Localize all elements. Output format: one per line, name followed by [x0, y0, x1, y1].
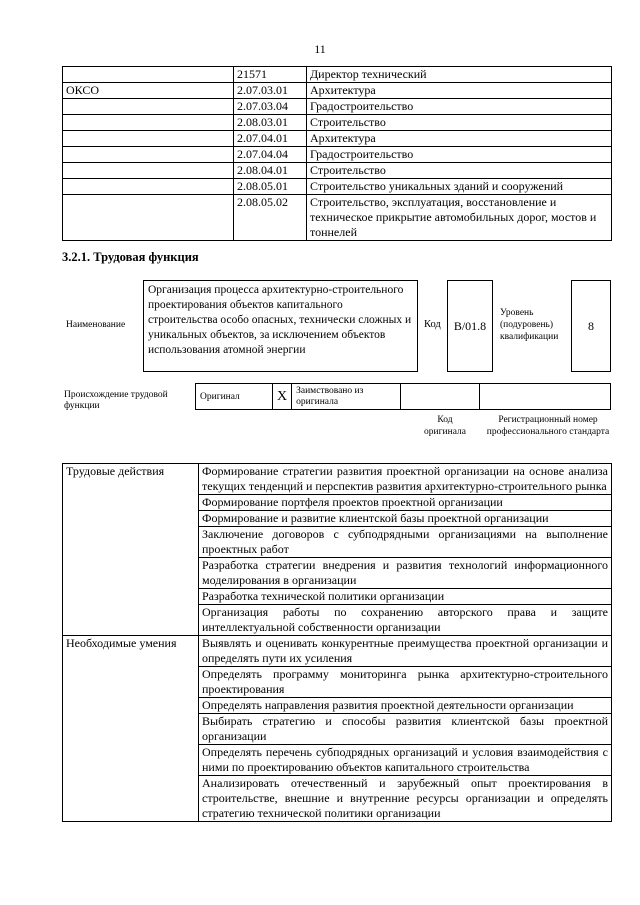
table-cell: 2.07.04.04 — [234, 147, 307, 163]
qualification-level: 8 — [571, 280, 611, 372]
section-title: 3.2.1. Трудовая функция — [62, 250, 199, 264]
table-cell — [63, 163, 234, 179]
section-label: Трудовые действия — [63, 464, 199, 636]
list-item: Определять направления развития проектной деятельности организации — [199, 698, 612, 714]
name-label: Наименование — [66, 320, 126, 330]
list-item: Определять перечень субподрядных организаций и условия взаимодействия с ними по проектированию объектов капитального строительства — [199, 745, 612, 776]
table-cell: Архитектура — [307, 131, 612, 147]
table-cell: Строительство — [307, 115, 612, 131]
table-row — [63, 147, 612, 163]
original-mark-cell — [273, 384, 292, 410]
table-cell — [63, 131, 234, 147]
list-item: Разработка стратегии внедрения и развития технологий информационного моделирования в организации — [199, 558, 612, 589]
borrowed-cell — [292, 384, 401, 410]
caption-code: Код оригинала — [424, 415, 466, 437]
table-row — [63, 179, 612, 195]
table-row — [63, 195, 612, 241]
table-row — [63, 636, 612, 667]
table-cell — [63, 99, 234, 115]
labor-function-table — [62, 463, 612, 822]
list-item: Разработка технической политики организации — [199, 589, 612, 605]
code-label: Код — [424, 319, 441, 330]
list-item: Выбирать стратегию и способы развития клиентской базы проектной организации — [199, 714, 612, 745]
okso-table — [62, 66, 612, 241]
list-item: Определять программу мониторинга рынка архитектурно-строительного проектирования — [199, 667, 612, 698]
table-cell: 2.07.03.04 — [234, 99, 307, 115]
borrowed-label: Заимствовано из оригинала — [296, 385, 364, 407]
table-cell: Директор технический — [307, 67, 612, 83]
table-cell: Строительство — [307, 163, 612, 179]
list-item: Организация работы по сохранению авторского права и защите интеллектуальной собственности организации — [199, 605, 612, 636]
table-cell: Архитектура — [307, 83, 612, 99]
table-row — [63, 83, 612, 99]
table-cell: Строительство, эксплуатация, восстановление и техническое прикрытие автомобильных дорог, мостов и тоннелей — [307, 195, 612, 241]
page-number: 11 — [314, 42, 326, 56]
list-item: Выявлять и оценивать конкурентные преимущества проектной организации и определять пути их усиления — [199, 636, 612, 667]
table-cell: ОКСО — [63, 83, 234, 99]
table-cell: 2.07.04.01 — [234, 131, 307, 147]
table-cell: 21571 — [234, 67, 307, 83]
function-name: Организация процесса архитектурно-строительного проектирования объектов капитального строительства особо опасных, технически сложных и уникальных объектов, за исключением объектов использования атомной энергии — [143, 280, 418, 372]
list-item: Анализировать отечественный и зарубежный опыт проектирования в строительстве, внешние и внутренние ресурсы организации и определять стратегию технической политики организации — [199, 776, 612, 822]
table-cell: Строительство уникальных зданий и сооружений — [307, 179, 612, 195]
section-label: Необходимые умения — [63, 636, 199, 822]
origin-label: Происхождение трудовой функции — [64, 390, 168, 411]
list-item: Формирование стратегии развития проектной организации на основе анализа текущих тенденций и перспектив развития архитектурно-строительного рынка — [199, 464, 612, 495]
list-item: Заключение договоров с субподрядными организациями на выполнение проектных работ — [199, 527, 612, 558]
level-label: Уровень (подуровень) квалификации — [500, 308, 559, 342]
origin-table — [195, 383, 611, 410]
table-cell — [63, 179, 234, 195]
table-cell — [63, 195, 234, 241]
table-cell: Градостроительство — [307, 147, 612, 163]
original-cell — [196, 384, 273, 410]
original-code-cell — [401, 384, 480, 410]
table-cell — [63, 147, 234, 163]
list-item: Формирование и развитие клиентской базы проектной организации — [199, 511, 612, 527]
table-row — [63, 131, 612, 147]
table-cell: 2.08.05.01 — [234, 179, 307, 195]
caption-registration: Регистрационный номер профессионального стандарта — [486, 415, 610, 437]
table-row — [63, 464, 612, 495]
table-row — [63, 115, 612, 131]
registration-number-cell — [480, 384, 611, 410]
table-cell: 2.08.03.01 — [234, 115, 307, 131]
table-cell — [63, 115, 234, 131]
table-cell: 2.08.05.02 — [234, 195, 307, 241]
function-code: B/01.8 — [447, 280, 493, 372]
table-row — [63, 99, 612, 115]
table-row — [63, 67, 612, 83]
table-cell — [63, 67, 234, 83]
table-cell: 2.07.03.01 — [234, 83, 307, 99]
table-row — [63, 163, 612, 179]
table-cell: 2.08.04.01 — [234, 163, 307, 179]
original-mark: X — [277, 388, 288, 404]
list-item: Формирование портфеля проектов проектной организации — [199, 495, 612, 511]
original-label: Оригинал — [200, 391, 240, 402]
table-cell: Градостроительство — [307, 99, 612, 115]
